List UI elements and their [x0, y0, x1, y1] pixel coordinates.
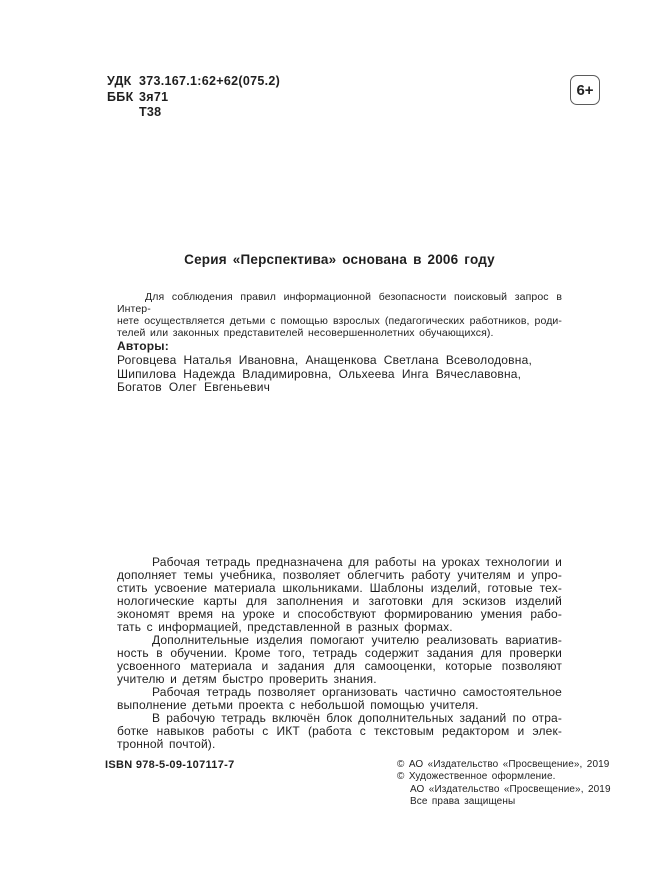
udk-row [107, 90, 280, 106]
age-rating-badge [570, 75, 600, 105]
text-line: ность в обучении. Кроме того, тетрадь содержит задания для проверки [117, 646, 562, 660]
text-line: Рабочая тетрадь позволяет организовать частично самостоятельное [152, 685, 562, 699]
text-line: © Художественное оформление. [397, 771, 556, 783]
text-line: телей или законных представителей несовершеннолетних обучающихся). [117, 327, 494, 339]
text-line: Дополнительные изделия помогают учителю реализовать вариатив- [152, 633, 562, 647]
text-line: выполнение детьми проекта с небольшой помощью учителя. [117, 698, 479, 712]
udk-row-label: УДК [107, 74, 132, 88]
text-line: АО «Издательство «Просвещение», 2019 [410, 783, 611, 795]
text-line: ботке навыков работы с ИКТ (работа с текстовым редактором и элек- [117, 724, 562, 738]
isbn: ISBN 978-5-09-107117-7 [105, 759, 235, 771]
udk-bbk-block [107, 74, 280, 121]
text-line: Богатов Олег Евгеньевич [117, 380, 271, 395]
text-line: нете осуществляется детьми с помощью взрослых (педагогических работников, роди- [117, 315, 562, 327]
text-line: экономят время на уроке и способствуют формированию умения рабо- [117, 607, 562, 621]
text-line: Для соблюдения правил информационной безопасности поисковый запрос в Интер- [117, 291, 562, 315]
text-line: © АО «Издательство «Просвещение», 2019 [397, 759, 610, 770]
text-line: тронной почтой). [117, 737, 216, 751]
paragraph [117, 712, 562, 751]
text-line: нологические карты для заполнения и заготовки для эскизов изделий [117, 594, 562, 608]
text-line: Шипилова Надежда Владимировна, Ольхеева Инга Вячеславовна, [117, 366, 522, 381]
udk-row [107, 74, 280, 90]
authors-label: Авторы: [117, 339, 169, 353]
udk-row-value: Т38 [139, 105, 162, 119]
paragraph [117, 686, 562, 712]
text-line: стить усвоение материала школьниками. Шаблоны изделий, готовые тех- [117, 581, 562, 595]
copyright-block [397, 759, 611, 808]
text-line: тать с информацией, представленной в разных формах. [117, 620, 453, 634]
age-rating-label: 6+ [576, 81, 594, 99]
text-line: Рабочая тетрадь предназначена для работы на уроках технологии и [152, 555, 562, 569]
text-line: Роговцева Наталья Ивановна, Анащенкова Светлана Всеволодовна, [117, 352, 532, 367]
text-line: дополняет темы учебника, позволяет облегчить работу учителям и упро- [117, 568, 562, 582]
authors-block [117, 340, 562, 395]
udk-row-label: ББК [107, 89, 134, 104]
udk-row-value: 3я71 [139, 89, 169, 104]
text-line: Все права защищены [410, 795, 516, 807]
authors-names [117, 354, 562, 395]
udk-row-value: 373.167.1:62+62(075.2) [139, 74, 281, 88]
udk-row-label [107, 105, 139, 121]
text-line: В рабочую тетрадь включён блок дополнительных заданий по отра- [152, 711, 562, 725]
series-heading: Серия «Перспектива» основана в 2006 году [184, 252, 495, 267]
text-line: усвоенного материала и задания для самооценки, которые позволяют [117, 659, 562, 673]
paragraph [117, 556, 562, 634]
paragraph [117, 634, 562, 686]
safety-note [117, 291, 562, 339]
annotation-text [117, 556, 562, 751]
udk-row [107, 105, 280, 121]
text-line: учителю и детям быстро проверить знания. [117, 672, 377, 686]
